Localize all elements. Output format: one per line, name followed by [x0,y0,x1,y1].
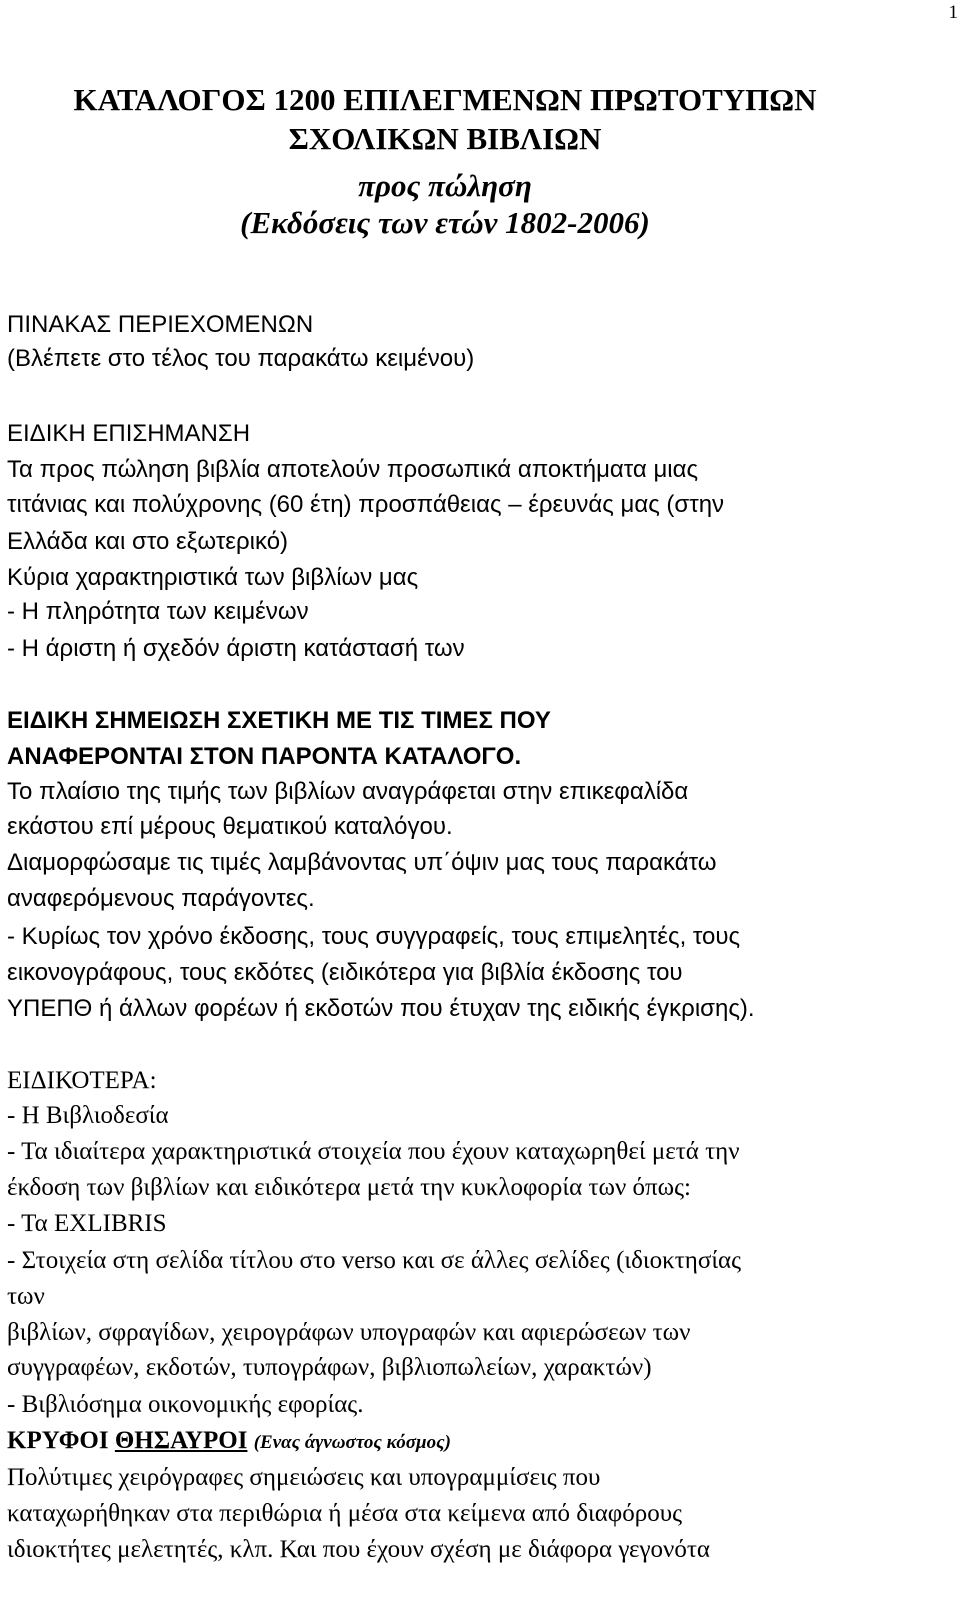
catalog-years: (Εκδόσεις των ετών 1802-2006) [240,205,650,240]
special-notice-line: τιτάνιας και πολύχρονης (60 έτη) προσπάθειας – έρευνάς μας (στην [7,491,725,518]
price-note-line: εικονογράφους, τους εκδότες (ειδικότερα για βιβλία έκδοσης του [7,959,683,986]
more-specific-line: - Η Βιβλιοδεσία [7,1102,169,1129]
catalog-title-line2: ΣΧΟΛΙΚΩΝ ΒΙΒΛΙΩΝ [288,121,602,156]
more-specific-line: βιβλίων, σφραγίδων, χειρογράφων υπογραφών και αφιερώσεων των [7,1319,691,1346]
more-specific-line: - Βιβλιόσημα οικονομικής εφορίας. [7,1391,364,1418]
catalog-title-line1: ΚΑΤΑΛΟΓΟΣ 1200 ΕΠΙΛΕΓΜΕΝΩΝ ΠΡΩΤΟΤΥΠΩΝ [73,82,817,117]
more-specific-line: - Τα EXLIBRIS [7,1210,167,1237]
page-number: 1 [948,2,958,23]
contents-heading: ΠΙΝΑΚΑΣ ΠΕΡΙΕΧΟΜΕΝΩΝ [7,311,314,338]
special-notice-line: Τα προς πώληση βιβλία αποτελούν προσωπικά αποκτήματα μιας [7,456,699,483]
hidden-treasures-line: καταχωρήθηκαν στα περιθώρια ή μέσα στα κείμενα από διαφόρους [7,1500,682,1527]
hidden-treasures-word2: ΘΗΣΑΥΡΟΙ [114,1427,248,1454]
contents-note: (Βλέπετε στο τέλος του παρακάτω κειμένου) [7,345,475,372]
more-specific-line: συγγραφέων, εκδοτών, τυπογράφων, βιβλιοπωλείων, χαρακτών) [7,1354,652,1381]
more-specific-line: έκδοση των βιβλίων και ειδικότερα μετά την κυκλοφορία των όπως: [7,1174,691,1201]
hidden-treasures-line: ιδιοκτήτες μελετητές, κλπ. Και που έχουν σχέση με διάφορα γεγονότα [7,1536,710,1563]
price-note-line: Διαμορφώσαμε τις τιμές λαμβάνοντας υπ΄όψιν μας τους παρακάτω [7,849,717,876]
hidden-treasures-word1: ΚΡΥΦΟΙ [7,1427,109,1454]
catalog-subtitle: προς πώληση [358,168,532,203]
hidden-treasures-line: Πολύτιμες χειρόγραφες σημειώσεις και υπογραμμίσεις που [7,1464,601,1491]
price-note-line: αναφερόμενους παράγοντες. [7,885,315,912]
more-specific-heading: ΕΙΔΙΚΟΤΕΡΑ: [7,1067,157,1094]
price-note-line: - Κυρίως τον χρόνο έκδοσης, τους συγγραφείς, τους επιμελητές, τους [7,923,741,950]
special-notice-heading: ΕΙΔΙΚΗ ΕΠΙΣΗΜΑΝΣΗ [7,420,251,447]
more-specific-line: των [7,1283,45,1310]
price-note-line: Το πλαίσιο της τιμής των βιβλίων αναγράφεται στην επικεφαλίδα [7,778,689,805]
price-note-heading: ΑΝΑΦΕΡΟΝΤΑΙ ΣΤΟΝ ΠΑΡΟΝΤΑ ΚΑΤΑΛΟΓΟ. [7,743,522,770]
special-notice-line: - Η πληρότητα των κειμένων [7,598,309,625]
hidden-treasures-heading [7,1426,451,1458]
special-notice-line: Ελλάδα και στο εξωτερικό) [7,528,289,555]
more-specific-line: - Τα ιδιαίτερα χαρακτηριστικά στοιχεία που έχουν καταχωρηθεί μετά την [7,1138,740,1165]
special-notice-line: - Η άριστη ή σχεδόν άριστη κατάστασή των [7,635,465,662]
special-notice-line: Κύρια χαρακτηριστικά των βιβλίων μας [7,564,419,591]
price-note-line: εκάστου επί μέρους θεματικού καταλόγου. [7,813,453,840]
price-note-line: ΥΠΕΠΘ ή άλλων φορέων ή εκδοτών που έτυχαν της ειδικής έγκρισης). [7,995,755,1022]
price-note-heading: ΕΙΔΙΚΗ ΣΗΜΕΙΩΣΗ ΣΧΕΤΙΚΗ ΜΕ ΤΙΣ ΤΙΜΕΣ ΠΟΥ [7,707,551,734]
more-specific-line: - Στοιχεία στη σελίδα τίτλου στο verso και σε άλλες σελίδες (ιδιοκτησίας [7,1247,742,1274]
hidden-treasures-subtitle: (Ενας άγνωστος κόσμος) [253,1432,451,1453]
